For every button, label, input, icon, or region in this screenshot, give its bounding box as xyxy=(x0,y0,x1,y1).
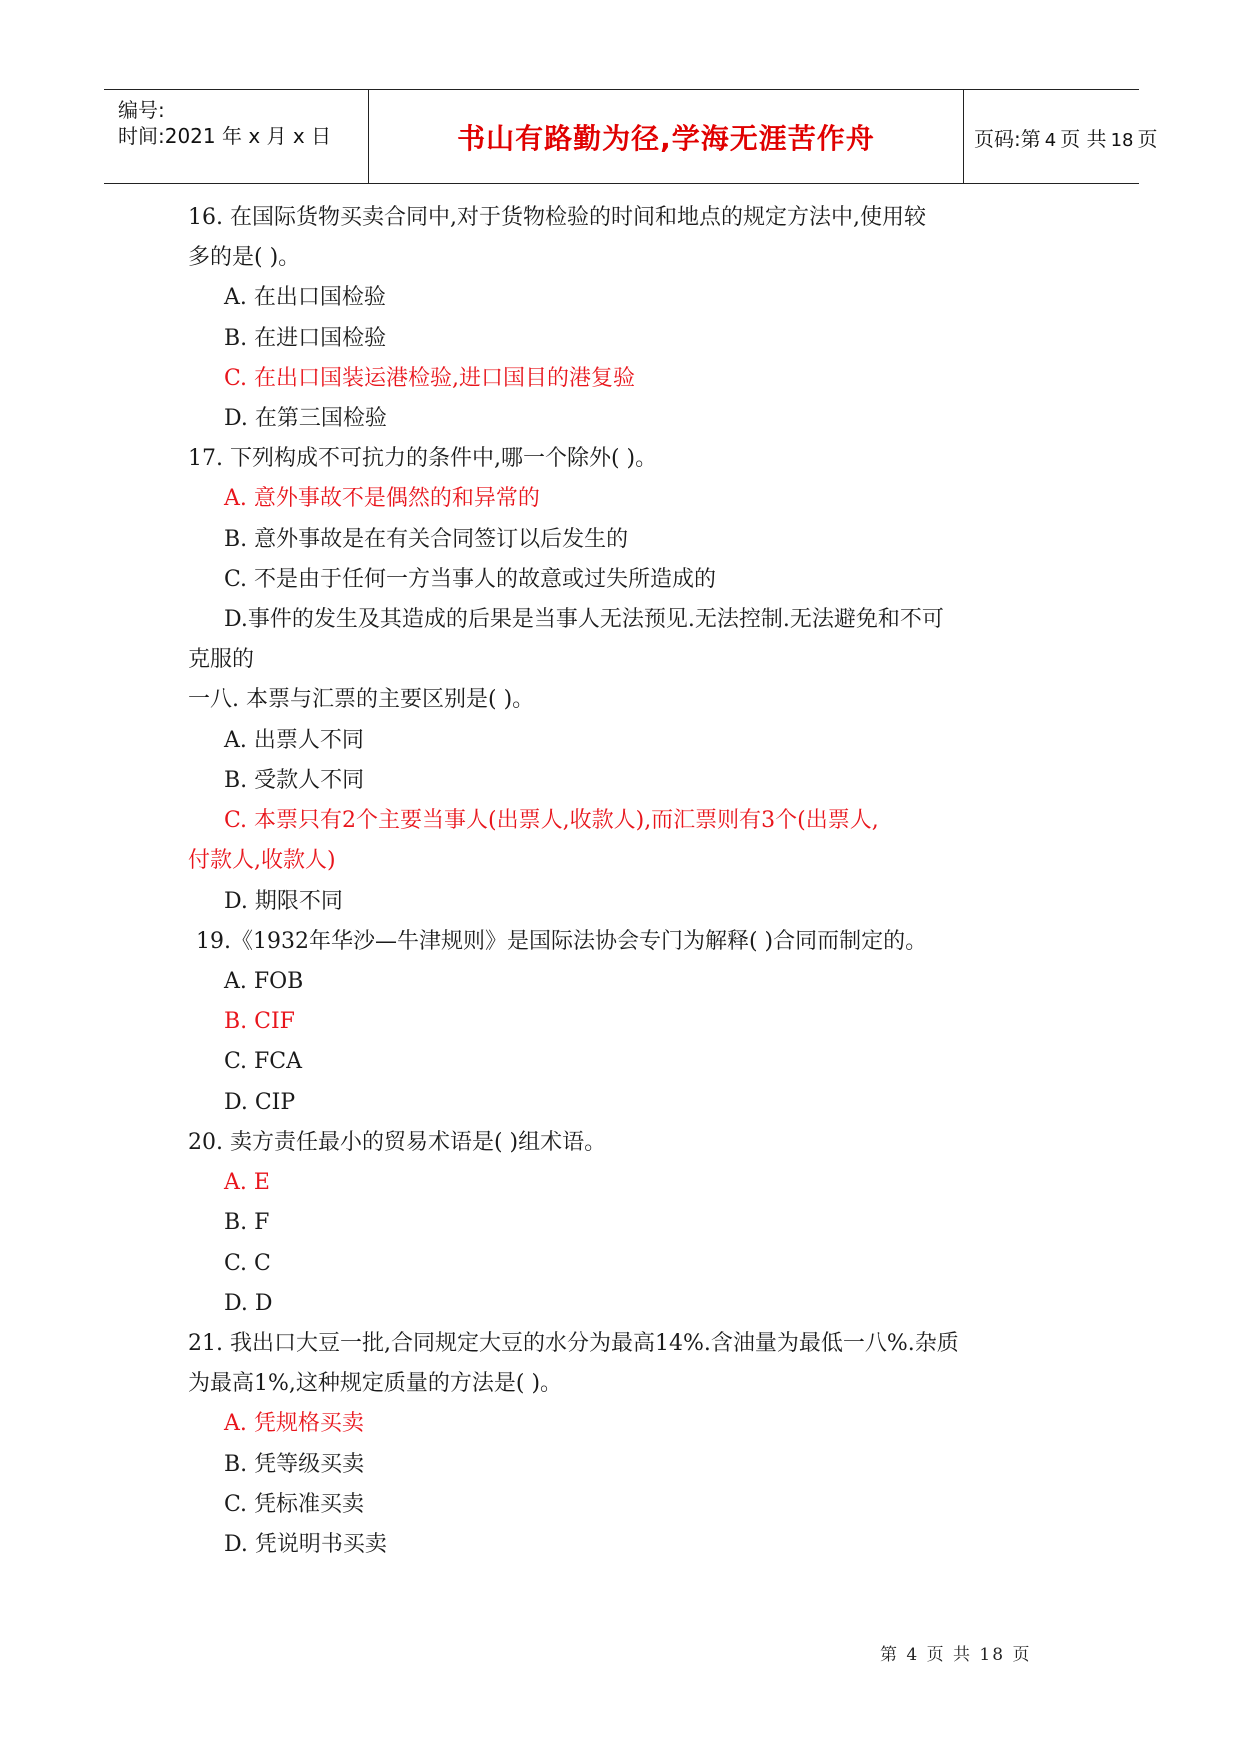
answer-line-highlighted: C. 在出口国装运港检验,进口国目的港复验 xyxy=(224,366,636,391)
page-current: 4 xyxy=(1044,130,1057,151)
answer-line-highlighted: 付款人,收款人) xyxy=(188,848,336,873)
question-line: B. 在进口国检验 xyxy=(224,326,387,351)
page-suffix: 页 xyxy=(1137,127,1158,151)
question-line: D. 在第三国检验 xyxy=(224,406,387,431)
header-left-cell xyxy=(104,90,369,183)
answer-line-highlighted: B. CIF xyxy=(224,1009,295,1034)
header-middle-cell xyxy=(369,90,964,183)
question-line: D. 期限不同 xyxy=(224,889,343,914)
question-line: 19.《1932年华沙—牛津规则》是国际法协会专门为解释( )合同而制定的。 xyxy=(196,929,928,954)
question-line: D. D xyxy=(224,1291,273,1316)
question-line: 20. 卖方责任最小的贸易术语是( )组术语。 xyxy=(188,1130,607,1155)
question-line: A. 出票人不同 xyxy=(224,728,364,753)
question-line: 为最高1%,这种规定质量的方法是( )。 xyxy=(188,1371,563,1396)
question-line: B. F xyxy=(224,1210,270,1235)
question-line: 21. 我出口大豆一批,合同规定大豆的水分为最高14%.含油量为最低一八%.杂质 xyxy=(188,1331,959,1356)
document-time-label: 时间:2021 年 x 月 x 日 xyxy=(118,124,332,148)
question-line: D. 凭说明书买卖 xyxy=(224,1532,387,1557)
question-line: D.事件的发生及其造成的后果是当事人无法预见.无法控制.无法避免和不可 xyxy=(224,607,944,632)
answer-line-highlighted: A. 意外事故不是偶然的和异常的 xyxy=(224,486,540,511)
question-line: C. 凭标准买卖 xyxy=(224,1492,365,1517)
page-header xyxy=(104,89,1158,184)
question-line: 16. 在国际货物买卖合同中,对于货物检验的时间和地点的规定方法中,使用较 xyxy=(188,205,926,230)
question-line: 克服的 xyxy=(188,647,255,672)
question-line: B. 意外事故是在有关合同签订以后发生的 xyxy=(224,527,629,552)
question-line: C. FCA xyxy=(224,1049,303,1074)
answer-line-highlighted: A. 凭规格买卖 xyxy=(224,1411,364,1436)
question-line: 17. 下列构成不可抗力的条件中,哪一个除外( )。 xyxy=(188,446,658,471)
page-footer: 第 4 页 共 18 页 xyxy=(880,1645,1032,1665)
question-line: 多的是( )。 xyxy=(188,245,301,270)
question-line: B. 凭等级买卖 xyxy=(224,1452,365,1477)
header-page-number xyxy=(974,123,1157,152)
answer-line-highlighted: C. 本票只有2个主要当事人(出票人,收款人),而汇票则有3个(出票人, xyxy=(224,808,879,833)
question-line: C. C xyxy=(224,1251,271,1276)
question-line: D. CIP xyxy=(224,1090,296,1115)
header-right-cell xyxy=(964,90,1158,183)
question-line: C. 不是由于任何一方当事人的故意或过失所造成的 xyxy=(224,567,717,592)
header-motto: 书山有路勤为径,学海无涯苦作舟 xyxy=(457,122,875,155)
answer-line-highlighted: A. E xyxy=(224,1170,270,1195)
question-line: A. 在出口国检验 xyxy=(224,285,386,310)
question-line: 一八. 本票与汇票的主要区别是( )。 xyxy=(188,687,535,712)
question-line: A. FOB xyxy=(224,969,304,994)
document-number-label: 编号: xyxy=(118,98,165,122)
page-mid: 页 共 xyxy=(1060,127,1107,151)
page-total: 18 xyxy=(1110,130,1134,151)
page-prefix: 页码:第 xyxy=(974,127,1041,151)
question-line: B. 受款人不同 xyxy=(224,768,365,793)
